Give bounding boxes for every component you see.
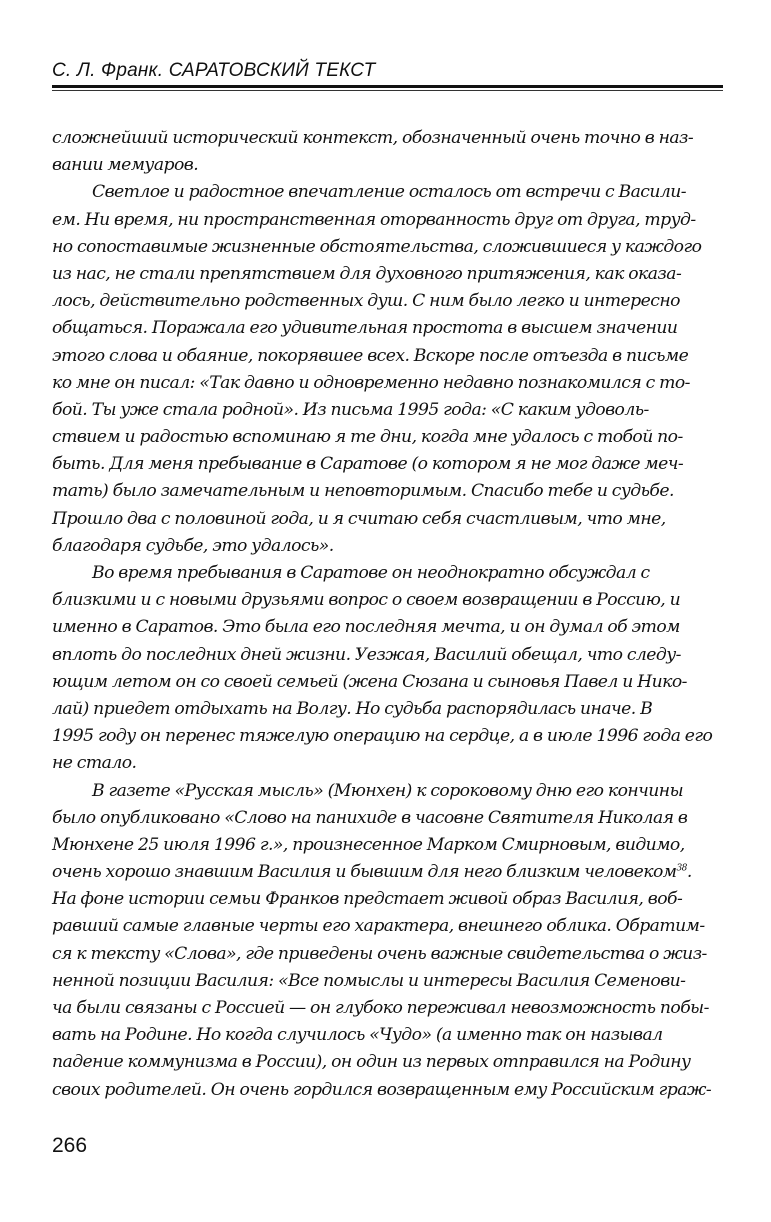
text-line-content: очень хорошо знавшим Василия и бывшим для него близким человеком <box>52 862 677 883</box>
text-line: именно в Саратов. Это была его последняя мечта, и он думал об этом <box>52 617 680 638</box>
text-line: Во время пребывания в Саратове он неоднократно обсуждал с <box>92 563 650 583</box>
text-line: но сопоставимые жизненные обстоятельства, сложившиеся у каждого <box>52 236 702 257</box>
text-line-with-footnote <box>52 859 723 886</box>
text-line: вании мемуаров. <box>52 155 199 176</box>
text-line: общаться. Поражала его удивительная простота в высшем значении <box>52 318 678 339</box>
text-line: быть. Для меня пребывание в Саратове (о котором я не мог даже меч- <box>52 454 684 475</box>
text-line: вать на Родине. Но когда случилось «Чудо» (а именно так он называл <box>52 1025 663 1046</box>
text-line: этого слова и обаяние, покорявшее всех. Вскоре после отъезда в письме <box>52 345 689 366</box>
text-line: из нас, не стали препятствием для духовного притяжения, как оказа- <box>52 263 682 284</box>
text-line: благодаря судьбе, это удалось». <box>52 535 334 556</box>
text-line: тать) было замечательным и неповторимым. Спасибо тебе и судьбе. <box>52 481 674 502</box>
footnote-tail: . <box>686 862 692 883</box>
paragraph <box>52 778 723 1104</box>
text-line: На фоне истории семьи Франков предстает живой образ Василия, воб- <box>52 889 683 910</box>
text-line: ко мне он писал: «Так давно и одновременно недавно познакомился с то- <box>52 372 690 393</box>
text-line: В газете «Русская мысль» (Мюнхен) к сороковому дню его кончины <box>92 780 684 801</box>
text-line: было опубликовано «Слово на панихиде в часовне Святителя Николая в <box>52 807 688 828</box>
header-rule-thick <box>52 85 723 88</box>
text-line: ча были связаны с Россией — он глубоко переживал невозможность побы- <box>52 998 709 1018</box>
text-line: лай) приедет отдыхать на Волгу. Но судьба распорядилась иначе. В <box>52 698 653 719</box>
paragraph <box>52 179 723 560</box>
text-line: близкими и с новыми друзьями вопрос о своем возвращении в Россию, и <box>52 590 681 611</box>
running-header-author: С. Л. Франк. <box>52 60 164 81</box>
running-header-title: САРАТОВСКИЙ ТЕКСТ <box>168 60 376 81</box>
paragraph <box>52 125 723 179</box>
text-line: сложнейший исторический контекст, обозначенный очень точно в наз- <box>52 128 694 148</box>
text-line: ющим летом он со своей семьей (жена Сюзана и сыновья Павел и Нико- <box>52 671 687 692</box>
footnote-reference[interactable]: 38 <box>676 863 687 874</box>
text-line: бой. Ты уже стала родной». Из письма 1995 года: «С каким удоволь- <box>52 399 649 420</box>
paragraph <box>52 560 723 778</box>
text-line: своих родителей. Он очень гордился возвращенным ему Российским граж- <box>52 1079 712 1100</box>
text-line: Прошло два с половиной года, и я считаю себя счастливым, что мне, <box>52 508 666 529</box>
text-line: не стало. <box>52 753 137 774</box>
body-text <box>52 125 723 1104</box>
text-line: ем. Ни время, ни пространственная оторванность друг от друга, труд- <box>52 209 696 230</box>
text-line: ствием и радостью вспоминаю я те дни, когда мне удалось с тобой по- <box>52 427 683 448</box>
text-line: 1995 году он перенес тяжелую операцию на сердце, а в июле 1996 года его <box>52 726 713 747</box>
text-line: Мюнхене 25 июля 1996 г.», произнесенное Марком Смирновым, видимо, <box>52 834 685 855</box>
text-line: Светлое и радостное впечатление осталось от встречи с Васили- <box>92 182 687 203</box>
text-line: ненной позиции Василия: «Все помыслы и интересы Василия Семенови- <box>52 970 686 991</box>
header-rule-thin <box>52 90 723 91</box>
text-line: ся к тексту «Слова», где приведены очень важные свидетельства о жиз- <box>52 943 707 964</box>
text-line: равший самые главные черты его характера, внешнего облика. Обратим- <box>52 916 705 937</box>
page-number: 266 <box>52 1134 88 1157</box>
running-header <box>52 60 723 82</box>
text-line: лось, действительно родственных душ. С ним было легко и интересно <box>52 291 680 312</box>
text-line: вплоть до последних дней жизни. Уезжая, Василий обещал, что следу- <box>52 644 681 665</box>
text-line: падение коммунизма в России), он один из первых отправился на Родину <box>52 1052 691 1073</box>
